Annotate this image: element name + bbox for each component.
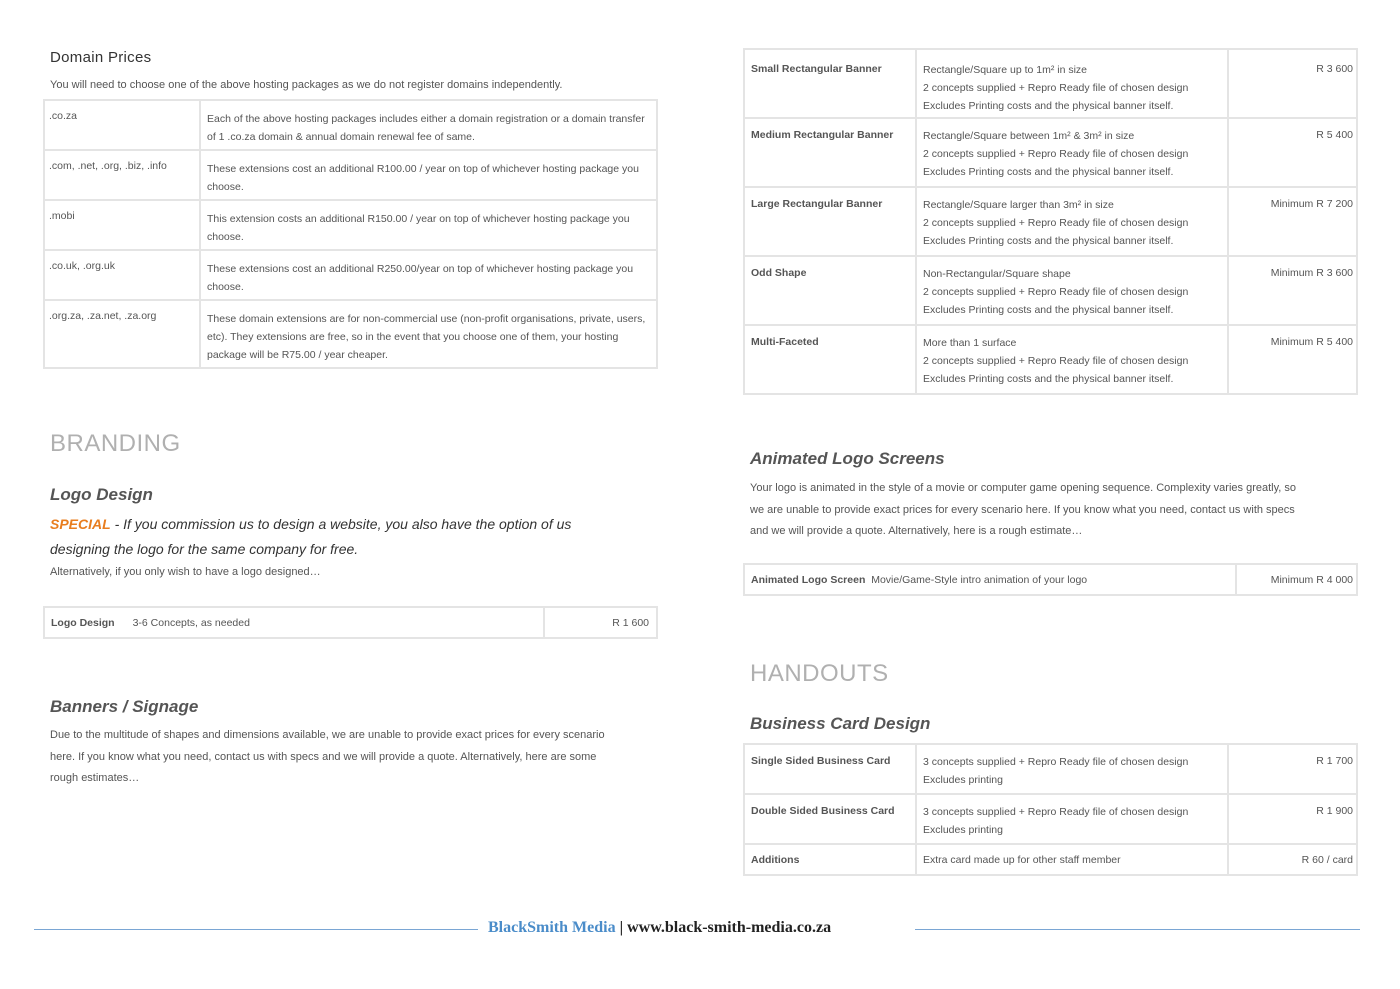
table-row [744, 256, 1357, 325]
banner-desc-line: 2 concepts supplied + Repro Ready file of chosen design [923, 148, 1189, 161]
table-row [744, 118, 1357, 187]
business-card-title: Business Card Design [750, 714, 931, 733]
banner-price: Minimum R 7 200 [1228, 187, 1357, 256]
logo-row-main [44, 607, 544, 638]
banner-desc-line: Rectangle/Square larger than 3m² in size [923, 199, 1114, 211]
table-row [744, 564, 1357, 595]
footer-brand: BlackSmith Media [488, 919, 616, 936]
banner-name: Large Rectangular Banner [744, 187, 916, 256]
handouts-heading: HANDOUTS [750, 660, 889, 687]
card-desc-line: 3 concepts supplied + Repro Ready file of chosen design [923, 806, 1189, 818]
table-row [744, 187, 1357, 256]
footer-divider-left [34, 929, 478, 930]
banner-desc-line: Excludes Printing costs and the physical banner itself. [923, 304, 1174, 317]
logo-row-price: R 1 600 [544, 607, 657, 638]
banner-desc-line: Excludes Printing costs and the physical banner itself. [923, 373, 1174, 386]
banner-desc-line: More than 1 surface [923, 337, 1017, 349]
domain-desc-line: These extensions cost an additional R100.00 / year on top of whichever hosting package you [207, 163, 639, 175]
card-price: R 60 / card [1228, 844, 1357, 875]
domain-ext: .com, .net, .org, .biz, .info [44, 150, 200, 200]
special-text-2: designing the logo for the same company for free. [50, 541, 359, 557]
banner-desc-line: 2 concepts supplied + Repro Ready file of chosen design [923, 217, 1189, 230]
table-row [44, 150, 657, 200]
domain-ext: .co.za [44, 100, 200, 150]
banners-intro-line: rough estimates… [50, 772, 140, 784]
domain-desc-line: Each of the above hosting packages includes either a domain registration or a domain transfer [207, 113, 645, 125]
table-row [44, 250, 657, 300]
banners-table [743, 48, 1358, 395]
banner-price: Minimum R 5 400 [1228, 325, 1357, 394]
table-row [744, 325, 1357, 394]
table-row [744, 794, 1357, 844]
logo-alt-text: Alternatively, if you only wish to have a logo designed… [50, 566, 321, 578]
domain-desc-line: This extension costs an additional R150.00 / year on top of whichever hosting package you [207, 213, 630, 225]
footer-separator: | [615, 919, 628, 936]
animated-row-price: Minimum R 4 000 [1236, 564, 1357, 595]
domain-table [43, 99, 658, 369]
logo-row-name: Logo Design [51, 616, 115, 629]
domain-intro: You will need to choose one of the above hosting packages as we do not register domains independently. [50, 79, 563, 91]
special-tag: SPECIAL [50, 516, 111, 532]
domain-desc-line: choose. [207, 281, 244, 294]
animated-row-main [744, 564, 1236, 595]
table-row [44, 200, 657, 250]
banners-intro-line: here. If you know what you need, contact us with specs and we will provide a quote. Alternatively, here are some [50, 750, 597, 763]
footer-url[interactable]: www.black-smith-media.co.za [627, 919, 832, 936]
card-desc-line: Extra card made up for other staff member [923, 853, 1121, 866]
animated-intro-line: Your logo is animated in the style of a movie or computer game opening sequence. Complexity varies greatly, so [750, 482, 1297, 494]
animated-intro [750, 478, 1296, 543]
banner-desc-line: 2 concepts supplied + Repro Ready file of chosen design [923, 82, 1189, 95]
banner-desc-line: 2 concepts supplied + Repro Ready file of chosen design [923, 355, 1189, 368]
animated-intro-line: and we will provide a quote. Alternatively, here is a rough estimate… [750, 525, 1083, 537]
animated-logo-title: Animated Logo Screens [750, 449, 945, 468]
business-card-table [743, 743, 1358, 876]
card-name: Additions [744, 844, 916, 875]
domain-desc-line: of 1 .co.za domain & annual domain renewal fee of same. [207, 131, 475, 144]
card-desc-line: 3 concepts supplied + Repro Ready file of chosen design [923, 756, 1189, 768]
animated-table [743, 563, 1358, 596]
domain-desc-line: These domain extensions are for non-commercial use (non-profit organisations, private, users, [207, 313, 646, 325]
banner-desc-line: Rectangle/Square between 1m² & 3m² in size [923, 130, 1135, 142]
banner-desc-line: Non-Rectangular/Square shape [923, 268, 1071, 280]
banner-name: Medium Rectangular Banner [744, 118, 916, 187]
card-price: R 1 700 [1228, 744, 1357, 794]
domain-desc-line: choose. [207, 181, 244, 194]
card-name: Single Sided Business Card [744, 744, 916, 794]
logo-row-desc: 3-6 Concepts, as needed [132, 616, 250, 629]
card-desc-line: Excludes printing [923, 824, 1003, 837]
banner-name: Small Rectangular Banner [744, 49, 916, 118]
special-offer [50, 512, 571, 562]
domain-ext: .mobi [44, 200, 200, 250]
table-row [44, 100, 657, 150]
banner-desc-line: Excludes Printing costs and the physical banner itself. [923, 100, 1174, 113]
banner-name: Multi-Faceted [744, 325, 916, 394]
domain-prices-title: Domain Prices [50, 49, 152, 66]
table-row [44, 300, 657, 368]
banner-price: R 3 600 [1228, 49, 1357, 118]
domain-desc-line: package will be R75.00 / year cheaper. [207, 349, 388, 362]
special-text-1: - If you commission us to design a website, you also have the option of us [110, 516, 572, 532]
footer [488, 919, 831, 937]
domain-desc-line: etc). They extensions are free, so in the event that you choose one of them, your hosting [207, 331, 619, 344]
banners-intro [50, 725, 605, 790]
banner-desc-line: Rectangle/Square up to 1m² in size [923, 64, 1088, 76]
animated-row-name: Animated Logo Screen [751, 573, 866, 586]
table-row [744, 744, 1357, 794]
domain-desc-line: choose. [207, 231, 244, 244]
banner-desc-line: 2 concepts supplied + Repro Ready file of chosen design [923, 286, 1189, 299]
banner-desc-line: Excludes Printing costs and the physical banner itself. [923, 235, 1174, 248]
table-row [744, 844, 1357, 875]
banners-intro-line: Due to the multitude of shapes and dimensions available, we are unable to provide exact prices for every scenario [50, 729, 605, 741]
card-desc-line: Excludes printing [923, 774, 1003, 787]
banner-price: R 5 400 [1228, 118, 1357, 187]
domain-ext: .org.za, .za.net, .za.org [44, 300, 200, 368]
domain-desc-line: These extensions cost an additional R250.00/year on top of whichever hosting package you [207, 263, 634, 275]
banner-desc-line: Excludes Printing costs and the physical banner itself. [923, 166, 1174, 179]
table-row [744, 49, 1357, 118]
banner-name: Odd Shape [744, 256, 916, 325]
domain-ext: .co.uk, .org.uk [44, 250, 200, 300]
animated-intro-line: we are unable to provide exact prices for every scenario here. If you know what you need, contact us with specs [750, 503, 1295, 516]
footer-divider-right [915, 929, 1360, 930]
branding-heading: BRANDING [50, 430, 181, 457]
banners-title: Banners / Signage [50, 697, 199, 716]
logo-design-table [43, 606, 658, 639]
card-price: R 1 900 [1228, 794, 1357, 844]
table-row [44, 607, 657, 638]
logo-design-title: Logo Design [50, 485, 153, 504]
banner-price: Minimum R 3 600 [1228, 256, 1357, 325]
animated-row-desc: Movie/Game-Style intro animation of your logo [871, 573, 1088, 586]
card-name: Double Sided Business Card [744, 794, 916, 844]
